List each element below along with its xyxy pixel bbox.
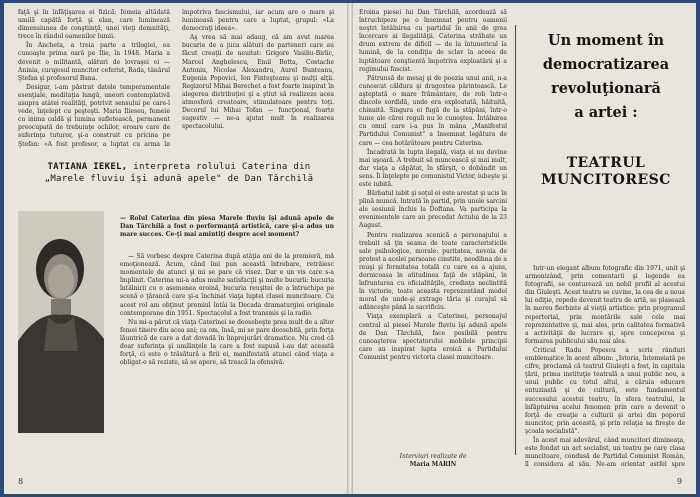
paragraph: Într-un elegant album fotografic din 1971, unit şi armonizând, prin comentarii şi legende ea fotografii, se conturează un nobil profil al acestui din Giuleşti. Acest teatru se cuvine, la cea de a noua lui ediţie, repede devenit teatru de artă, se plasează în mereu fierbinte al vieţii artistice: prin programul repertorial, prin montările sale cele mai reprezentative şi, mai ales, prin calitatea formativă a activităţii de lucrare şi, spre conceperea şi formarea publicului său mai ales. — [525, 265, 685, 345]
left-page — [4, 3, 347, 494]
right-page — [353, 3, 696, 494]
paragraph: — Să vorbesc despre Caterina după atâţia ani de la premieră, mă emoţionează. Acum, când îmi pun această întrebare, retrăiesc momentele de atunci şi mi se pare că visez. Dar e un vis care s-a împlinit. Caterina mi-a adus multe satisfacţii şi multe bucurii: bucuria întâlnirii cu o asemenea eroină, bucuria reuşitei de a întruchipa pe scenă o ţărancă care şi-a închinat viaţa luptei clasei muncitoare. Cu acest rol am obţinut premiul întâi la Decada dramaturgiei originale contemporane din 1951. Spectacolul a fost transmis şi la radio. — [120, 253, 334, 317]
paragraph: Nu mi-a părut că viaţa Caterinei se deosebeşte prea mult de a altor femei tinere din acea ani; ca om, însă, mi se pare deosebită, prin forţa lăuntrică de care a dat dovadă în împrejurări dramatice. Nu cred că doar suferinţa şi umilinţele la care a fost supusă i-au dat această forţă, ci este o trăsătură a firii ei, manifestată atunci când viaţa a obligat-o să reziste, să se apere, să treacă la ofensivă. — [120, 318, 334, 367]
paragraph: Criticul Radu Popescu a scris rânduri emblematice în acest album: „Istoria, întemeiată pe cifre, proclamă că teatrul Giuleşti a fost, în capitala ţării, prima instituţie teatrală a unui public nou, a unui public cu totul altul, a căruia educare entuziastă şi de cultură, este fundamentul succesului acestui teatru, în sfera teatrului, la înfăptuirea acelui fenomen prin care a devenit o forţă de creaţie a culturii şi artei din poporul muncitor, prin această, şi prin relaţia sa fireşte de şcoala socialistă". — [525, 346, 685, 435]
paragraph: Pătrunsă de mesaj şi de poezia unui anii, n-a cunoscut căldura şi dragostea părintească. Le aşteptată o mare frământare, de rob într-o dincolo sordidă, unde era exploatată, hăituită, chinuită. Singura ei fugă de la stăpâni, într-o lume ale cărei reguli nu le cunoştea. Întâlnirea cu omul care i-a pus în mâna „Manifestul Partidului Comunist" a însemnat legătura de care — cea hotărâtoare pentru Caterina. — [359, 74, 507, 147]
actress-portrait-photo — [18, 211, 104, 433]
signature-name: Maria MARIN — [409, 461, 457, 469]
left-col2-top — [182, 9, 334, 149]
headline-name: TATIANA IEKEL, — [47, 162, 128, 172]
column-rule — [515, 25, 516, 455]
question-text: — Rolul Caterina din piesa Marele fluviu îşi adună apele de Dan Tărchilă a fost o performanţă artistică, care şi-a adus un mare succes. Ce-ţi mai amintiţi despre acel moment? — [120, 215, 334, 239]
headline-role: interpreta rolului Caterina din — [133, 162, 311, 172]
paragraph: Desigur, i-am păstrat datele temperamentale esenţiale, meditaţia lungă, uneori contemplativă asupra atâtei realităţi, potrivit sensului pe care-l vede, înţelept cu peşteşti. Maria Ilieseu, femeie cu inima caldă şi lumina sufletească, permanent preocupată de trebuinţe ochilor, eroare care de suferinţa tuturor, şi-a construit cu pricina pe Ştefan: «A fost profesor, a luptat cu arma în — [18, 83, 170, 148]
page-number: 9 — [677, 477, 683, 486]
title-line: a artei : — [574, 104, 638, 121]
headline-play: „Marele fluviu îşi adună apele" de Dan Tărchilă — [44, 174, 314, 184]
interview-signature — [359, 453, 507, 473]
paragraph: Aş vrea să mai adaug, că am avut marea bucurie de a juca alături de parteneri care au făcut creaţii de neuitat: Grigore Vasiliu-Birlic, Marcel Anghelescu, Emil Botta, Costache Antoniu, Nicolae Alexandru, Aurel Bunteanu, Eugenia Popovici, Ion Finteşteanu şi mulţi alţii. Regizorul Mihai Berechet a fost foarte inspirat în alegerea distribuţiei şi a ştiut să realizeze acea atmosferă creatoare, stimulatoare pentru toţi. Decorul lui Mihai Tofan — funcţional, foarte sugestiv — ne-a ajutat mult în realizarea spectacolului. — [182, 34, 334, 131]
right-col1 — [359, 9, 507, 449]
title-line: revoluţionară — [551, 80, 661, 97]
title-line: democratizarea — [542, 56, 670, 73]
right-col2 — [525, 265, 685, 469]
article-title-block — [525, 29, 687, 125]
interview-headline — [18, 161, 340, 185]
section-title-line: TEATRUL — [566, 155, 646, 171]
paragraph: împotriva fascismului, iar acum are o mare şi luminoasă pentru care a luptat, grupul: «La democraţi ideea». — [182, 9, 334, 33]
paragraph: Eroina piesei lui Dan Tărchilă, acordează să întruchipeze pe o însemnat pentru oamenii noştri întâlnirea cu partidul în anii de grea încercare ai ilegalităţii. Caterina străbate un drum extrem de dificil — de la întunericul la lumină, de la condiţia de sclav la aceea de luptătoare conştientă împotriva exploatării şi a regimului fascist. — [359, 9, 507, 73]
title-line: Un moment în — [547, 32, 665, 49]
paragraph: Viaţa exemplară a Caterinei, personajul central al piesei Marele fluviu îşi adună apele de Dan Tărchilă, face posibilă pentru cunoaşterea spectatorului mobilele principii care au inspirat lupta eroică a Partidului Comunist pentru victoria clasei muncitoare. — [359, 313, 507, 361]
paragraph: Bărbatul iubit şi soţul ei este arestat şi ucis în plină muncă. Intrată în partid, prin unele sarcini ale sesiunii închis la Doftana. Va participa la evenimentele care au precedat Actului de la 23 August. — [359, 190, 507, 230]
paragraph: Încadrată în lupta ilegală, viaţa ei nu devine mai uşoară. A trebuit să muncească şi mai mult, dar viaţa a căpătat, în sfârşit, o dobândit un sens. Îi înţelepte pe comunistul Victor, iubeşte şi este iubită. — [359, 148, 507, 188]
page-number: 8 — [18, 477, 24, 486]
left-col1-top — [18, 9, 170, 149]
magazine-spread — [4, 3, 696, 494]
section-title-line: MUNCITORESC — [541, 172, 671, 188]
paragraph: Pentru realizarea scenică a personajului a trebuit să ţin seama de toate caracteristicile sale psihologice, morale: puritatea, nevoia de protest a acelei persoane cinstite, neodihna de a reuşi şi fermitatea totală cu care ea a ajuns, dornicoasa în atitudinea faţă de stăpâni, în înfruntarea cu oficialităţile, credinţa neclintită în victorie, toate aceasta reprezentând model moral de unde-şi extrage tăria şi curajul să adânceşte până la sacrificiu. — [359, 231, 507, 312]
paragraph: faţă şi în înfăţişarea ei fizică: femeia altădată umilă capătă forţă şi elan, care luminează dimensiunea de conştiinţă, unei vieţi demnităţi, trece în rândul oamenilor lumii. — [18, 9, 170, 41]
section-title-block — [525, 129, 687, 189]
paragraph: În Ancheta, a treia parte a trilogiei, ea cunoaşte prima oară pe Ilie, în 1948. Maria a devenit o militantă, alături de lovraşei ei — Aninia, curajosul muncitor ceferist, Rada, tânărul Ştefan şi profesorul Bana. — [18, 42, 170, 82]
signature-label: Interviuri realizate de — [399, 453, 467, 460]
interview-question — [120, 215, 334, 251]
paragraph: În acest mai adevărul, când muncitori dimineaţa, este fondat un act socialist, un teatru pe care clasa muncitoare, condusă de Partidul Comunist Român, îl considera al său. Ne-am orientat astfel spre — [525, 436, 685, 469]
interview-answer — [120, 253, 334, 453]
